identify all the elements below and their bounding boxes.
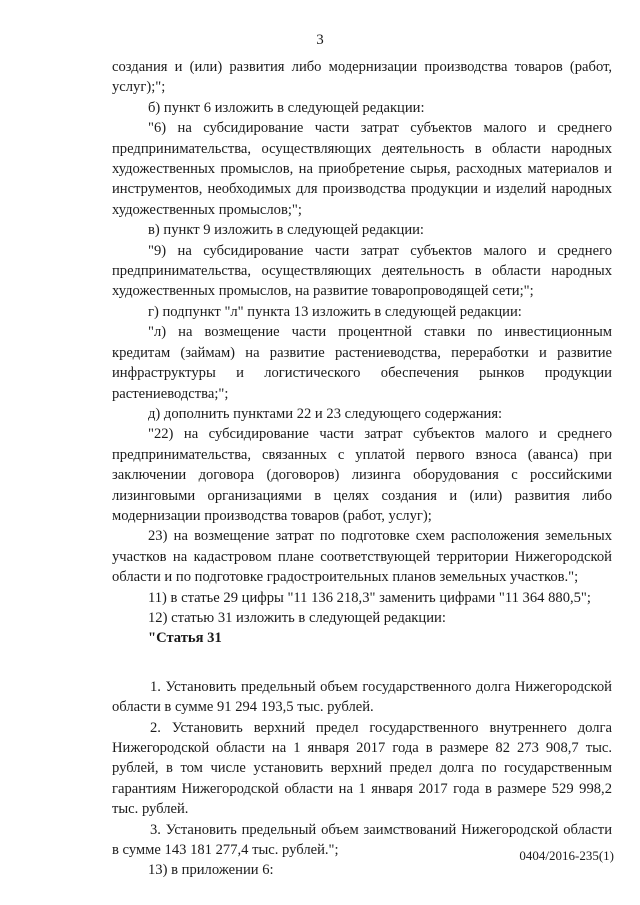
paragraph: г) подпункт "л" пункта 13 изложить в следующей редакции: xyxy=(148,303,522,320)
paragraph: создания и (или) развития либо модернизации производства товаров (работ, услуг);"; xyxy=(112,59,612,96)
article-item: 1. Установить предельный объем государственного долга Нижегородской области в сумме 91 294 193,5 тыс. рублей. xyxy=(112,678,612,716)
paragraph: б) пункт 6 изложить в следующей редакции: xyxy=(148,99,425,116)
paragraph: д) дополнить пунктами 22 и 23 следующего содержания: xyxy=(148,405,503,422)
paragraph: 12) статью 31 изложить в следующей редакции: xyxy=(148,609,446,626)
paragraph: "22) на субсидирование части затрат субъектов малого и среднего предпринимательства, связанных с уплатой первого взноса (аванса) при заключении договора (договоров) лизинга оборудования с российскими лизинговыми организациями в целях создания и (или) развития либо модернизации производства товаров (работ, услуг); xyxy=(112,426,612,524)
paragraph: 11) в статье 29 цифры "11 136 218,3" заменить цифрами "11 364 880,5"; xyxy=(148,589,591,606)
spacer xyxy=(112,649,612,677)
article-item: 3. Установить предельный объем заимствований Нижегородской области в сумме 143 181 277,4 тыс. рублей."; xyxy=(112,821,612,859)
paragraph: "6) на субсидирование части затрат субъектов малого и среднего предпринимательства, осуществляющих деятельность в области народных художественных промыслов, на приобретение сырья, расходных материалов и инструментов, необходимых для производства продукции и изделий народных художественных промыслов;"; xyxy=(112,120,612,218)
article-item: 2. Установить верхний предел государственного внутреннего долга Нижегородской области на 1 января 2017 года в размере 82 273 908,7 тыс. рублей, в том числе установить верхний предел долга по государственным гарантиям Нижегородской области на 1 января 2017 года в размере 529 998,2 тыс. рублей. xyxy=(112,719,612,818)
article-title: "Статья 31 xyxy=(148,630,222,647)
document-body xyxy=(112,57,612,881)
paragraph: в) пункт 9 изложить в следующей редакции: xyxy=(148,222,424,239)
paragraph: 13) в приложении 6: xyxy=(148,862,274,879)
paragraph: "9) на субсидирование части затрат субъектов малого и среднего предпринимательства, осуществляющих деятельность в области народных художественных промыслов, на развитие товаропроводящей сети;"; xyxy=(112,242,612,300)
document-code: 0404/2016-235(1) xyxy=(519,848,614,863)
page-number: 3 xyxy=(316,32,324,48)
paragraph: 23) на возмещение затрат по подготовке схем расположения земельных участков на кадастровом плане соответствующей территории Нижегородской области и по подготовке градостроительных планов земельных участков."; xyxy=(112,528,612,586)
paragraph: "л) на возмещение части процентной ставки по инвестиционным кредитам (займам) на развитие растениеводства, переработки и развитие инфраструктуры и логистического обеспечения рынков продукции растениеводства;"; xyxy=(112,324,612,402)
